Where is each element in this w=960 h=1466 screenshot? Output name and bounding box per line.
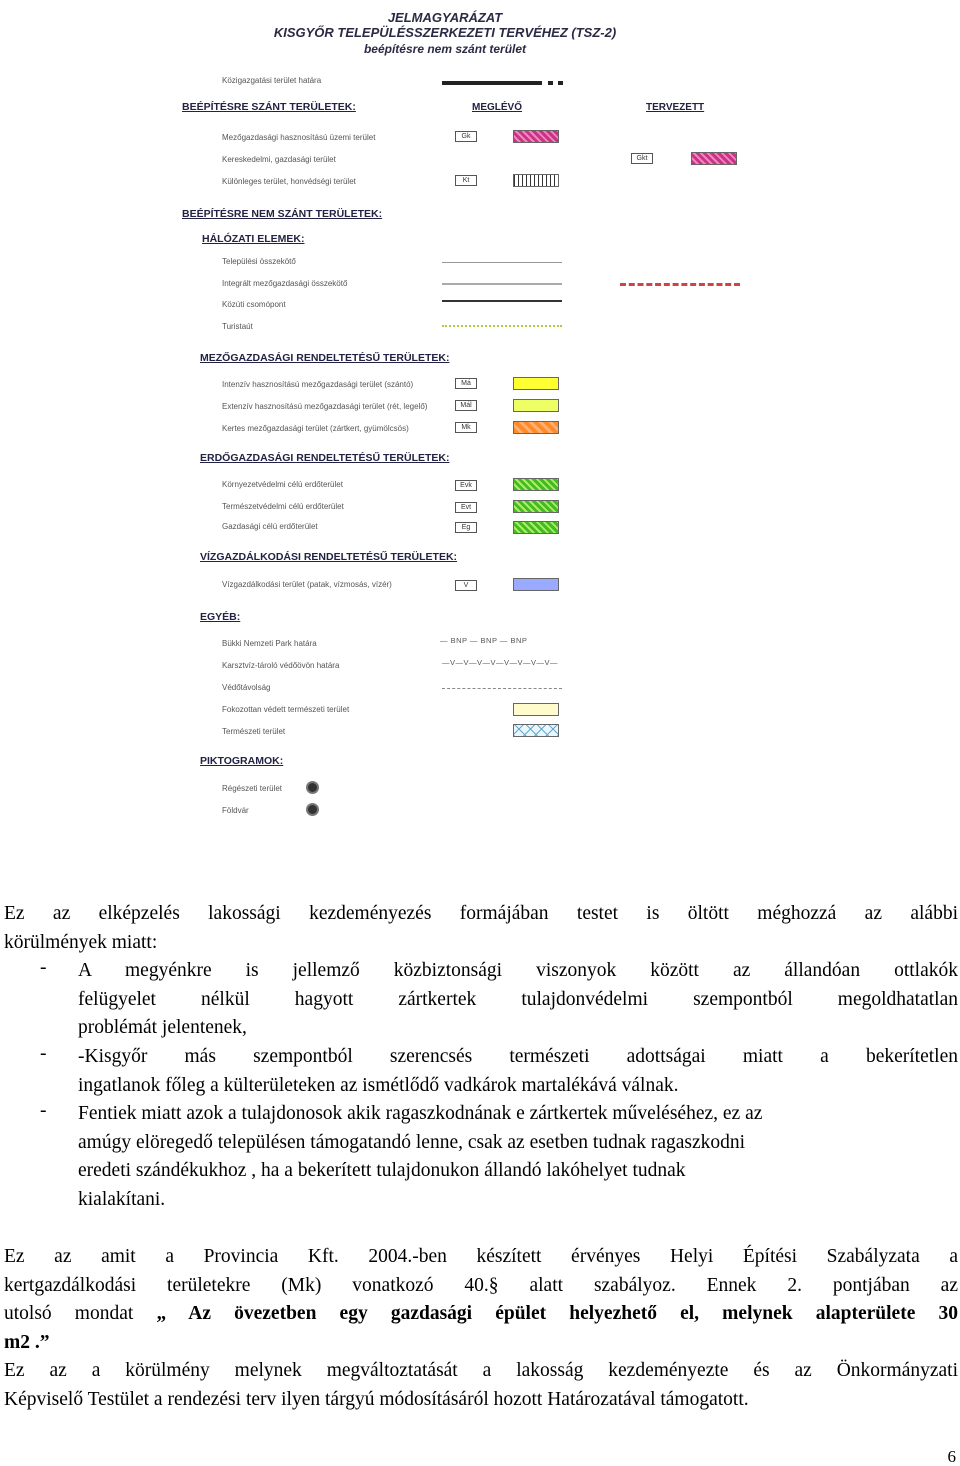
earthwork-pictogram-icon [306,803,319,816]
section-agri: MEZŐGAZDASÁGI RENDELTETÉSŰ TERÜLETEK: [200,352,450,364]
bullet-1-line: A megyénkre is jellemző közbiztonsági viszonyok között az állandóan ottlakók [78,960,958,982]
legend-line [442,688,562,689]
legend-item: Intenzív hasznosítású mezőgazdasági terület (szántó) [222,380,414,389]
legend-code: Má [455,378,477,389]
legend-item: Integrált mezőgazdasági összekötő [222,279,348,288]
legend-item: Különleges terület, honvédségi terület [222,177,356,186]
paragraph-2-line: Ez az amit a Provincia Kft. 2004.-ben készített érvényes Helyi Építési Szabályzata a [4,1246,958,1267]
section-network: HÁLÓZATI ELEMEK: [202,233,305,245]
legend-code: Mk [455,422,477,433]
legend-swatch [513,478,559,491]
legend-item: Természeti terület [222,727,286,736]
legend-swatch [513,421,559,434]
bullet-2-line: -Kisgyőr más szempontból szerencsés természeti adottságai miatt a bekerítetlen [78,1046,958,1067]
bullet-dash: - [40,1100,47,1121]
section-picto: PIKTOGRAMOK: [200,755,284,767]
legend-item: Extenzív hasznosítású mezőgazdasági terület (rét, legelő) [222,402,428,411]
legend-item: Védőtávolság [222,683,271,692]
legend-item: Települési összekötő [222,257,296,266]
quoted-rule: m2 .” [4,1331,50,1353]
legend-line [442,262,562,263]
legend-swatch [513,578,559,591]
paragraph-3-line: Ez az a körülmény melynek megváltoztatását a lakosság kezdeményezte és az Önkormányzati [4,1360,958,1382]
legend-item: Régészeti terület [222,784,283,793]
legend-item: Környezetvédelmi célú erdőterület [222,480,343,489]
boundary-label: Közigazgatási terület határa [222,76,322,85]
legend-item: Földvár [222,806,249,815]
legend-code: Mál [455,400,477,411]
section-other: EGYÉB: [200,611,241,623]
legend-code: V [455,580,477,591]
column-existing: MEGLÉVŐ [472,102,523,113]
legend-subtitle-2: beépítésre nem szánt terület [363,42,527,56]
legend-line-planned [620,283,740,286]
bullet-3-line: kialakítani. [78,1189,166,1210]
legend-item: Bükki Nemzeti Park határa [222,639,317,648]
legend-code: Evt [455,502,477,513]
legend-line [442,325,562,327]
section-unbuilt: BEÉPÍTÉSRE NEM SZÁNT TERÜLETEK: [182,208,383,220]
paragraph-2-line: kertgazdálkodási területekre (Mk) vonatkozó 40.§ alatt szabályoz. Ennek 2. pontjában az [4,1274,958,1296]
legend-line [442,300,562,302]
legend-line-text: —V—V—V—V—V—V—V—V— [442,658,559,667]
legend-subtitle: KISGYŐR TELEPÜLÉSSZERKEZETI TERVÉHEZ (TSZ-2) [273,25,617,40]
bullet-1-line: felügyelet nélkül hagyott zártkertek tulajdonvédelmi szempontból megoldhatatlan [78,988,958,1010]
legend-swatch [691,152,737,165]
legend-swatch [513,377,559,390]
legend-swatch [513,703,559,716]
boundary-line [442,81,542,85]
legend-line [442,283,562,285]
legend-item: Vízgazdálkodási terület (patak, vízmosás, vízér) [222,580,392,589]
paragraph-2-line [4,1329,958,1358]
legend-line-text: — BNP — BNP — BNP [440,636,528,645]
legend-swatch [513,174,559,187]
paragraph-2-text: utolsó mondat [4,1303,157,1325]
legend-item: Kertes mezőgazdasági terület (zártkert, gyümölcsös) [222,424,409,433]
legend-title: JELMAGYARÁZAT [387,10,503,25]
legend-item: Turistaút [222,322,253,331]
legend-code: Evk [455,480,477,491]
legend-figure [170,0,770,830]
legend-code: Eg [455,522,477,533]
bullet-1-line: problémát jelentenek, [78,1017,247,1039]
bullet-2-line: ingatlanok főleg a külterületeken az ismétlődő vadkárok martalékává válnak. [78,1074,679,1096]
boundary-dot [558,81,563,85]
bullet-3-line: Fentiek miatt azok a tulajdonosok akik ragaszkodnának e zártkertek műveléséhez, ez az [78,1103,763,1125]
paragraph-2-line [4,1300,958,1329]
legend-item: Gazdasági célú erdőterület [222,522,318,531]
legend-swatch [513,399,559,412]
quoted-rule: „ Az övezetben egy gazdasági épület helyezhető el, melynek alapterülete 30 [156,1303,958,1325]
archaeology-pictogram-icon [306,781,319,794]
legend-code: Gkt [631,153,653,164]
paragraph-3-line: Képviselő Testület a rendezési terv ilyen tárgyú módosításáról hozott Határozatával támogatott. [4,1389,749,1410]
legend-item: Természetvédelmi célú erdőterület [222,502,344,511]
page-number: 6 [947,1447,956,1466]
column-planned: TERVEZETT [646,102,705,113]
bullet-3-line: eredeti szándékukhoz , ha a bekerített tulajdonukon állandó lakóhelyet tudnak [78,1160,686,1182]
legend-swatch [513,521,559,534]
bullet-3-line: amúgy elöregedő településen támogatandó lenne, csak az esetben tudnak ragaszkodni [78,1131,746,1153]
legend-item: Közúti csomópont [222,300,286,309]
section-built: BEÉPÍTÉSRE SZÁNT TERÜLETEK: [182,101,356,113]
legend-item: Fokozottan védett természeti terület [222,705,350,714]
section-forest: ERDŐGAZDASÁGI RENDELTETÉSŰ TERÜLETEK: [200,452,450,464]
legend-code: Kt [455,175,477,186]
legend-item: Kereskedelmi, gazdasági terület [222,155,336,164]
legend-swatch [513,724,559,737]
legend-swatch [513,130,559,143]
section-water: VÍZGAZDÁLKODÁSI RENDELTETÉSŰ TERÜLETEK: [200,551,458,563]
legend-swatch [513,500,559,513]
bullet-dash: - [40,1043,47,1064]
legend-item: Karsztvíz-tároló védőövön határa [222,661,340,670]
legend-code: Gk [455,131,477,142]
boundary-dot [548,81,553,85]
paragraph-1-line: Ez az elképzelés lakossági kezdeményezés formájában testet is öltött méghozzá az alábbi [4,903,958,924]
bullet-dash: - [40,957,47,978]
paragraph-1-line: körülmények miatt: [4,931,158,953]
legend-item: Mezőgazdasági hasznosítású üzemi terület [222,133,376,142]
